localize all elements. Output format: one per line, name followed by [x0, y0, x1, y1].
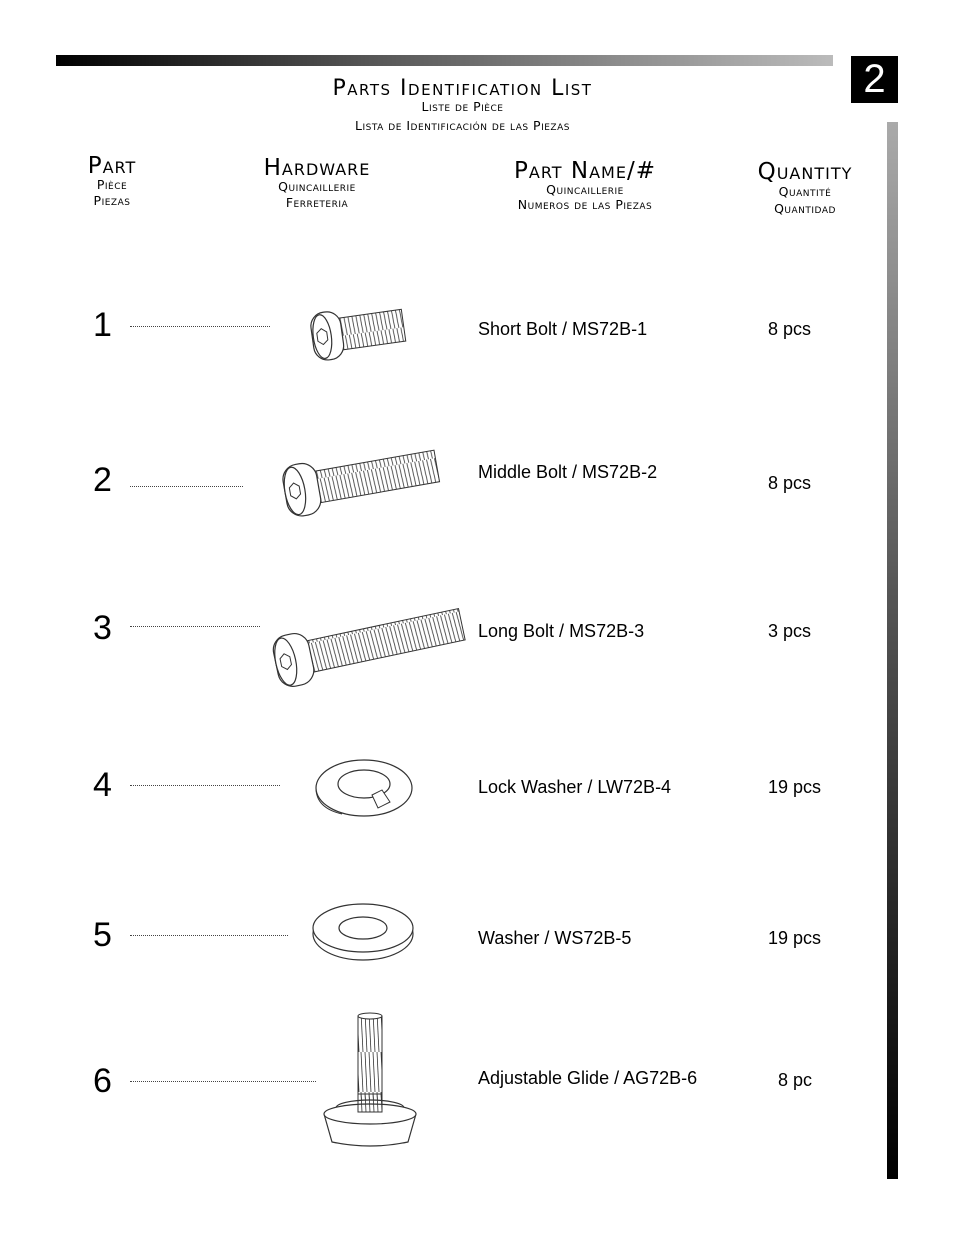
- part-quantity: 8 pcs: [768, 319, 812, 339]
- part-name: Long Bolt / MS72B-3: [478, 621, 645, 641]
- column-header-part-label: Part: [87, 153, 137, 179]
- page-title-french: Liste de Pièce: [421, 99, 504, 114]
- part-number: 1: [93, 306, 112, 344]
- leader-line: [130, 785, 280, 786]
- lock-washer-icon: [312, 750, 418, 820]
- page-title-block: [200, 78, 725, 133]
- column-header-hardware-sub2: Ferreteria: [285, 195, 349, 210]
- column-header-quantity-label: Quantity: [757, 159, 853, 185]
- part-number: 4: [93, 766, 112, 804]
- washer-icon: [310, 900, 416, 962]
- column-header-quantity-sub1: Quantité: [778, 184, 832, 199]
- middle-bolt-icon: [272, 432, 442, 527]
- column-header-part-sub1: Pièce: [96, 177, 128, 192]
- column-header-hardware-sub1: Quincaillerie: [278, 179, 356, 194]
- part-quantity: 19 pcs: [768, 928, 822, 948]
- part-quantity: 8 pcs: [768, 473, 812, 493]
- column-header-part-name-label: Part Name/#: [514, 158, 656, 184]
- side-gradient-bar: [887, 122, 898, 1179]
- column-header-part: [52, 155, 172, 209]
- part-quantity: 8 pc: [778, 1070, 813, 1090]
- part-number: 2: [93, 461, 112, 499]
- column-header-part-name: [465, 160, 705, 212]
- column-header-quantity-sub2: Quantidad: [774, 201, 836, 216]
- part-name: Adjustable Glide / AG72B-6: [478, 1068, 698, 1088]
- header-gradient-bar: [56, 55, 833, 66]
- column-header-part-sub2: Piezas: [93, 193, 131, 208]
- page-title: Parts Identification List: [332, 76, 593, 101]
- part-name: Middle Bolt / MS72B-2: [478, 462, 658, 482]
- part-number: 5: [93, 916, 112, 954]
- part-name: Lock Washer / LW72B-4: [478, 777, 672, 797]
- leader-line: [130, 1081, 316, 1082]
- column-header-hardware: [217, 157, 417, 211]
- part-number: 3: [93, 609, 112, 647]
- column-header-quantity: [725, 161, 885, 217]
- leader-line: [130, 326, 270, 327]
- leader-line: [130, 486, 243, 487]
- page-number-badge: 2: [851, 56, 898, 103]
- part-number: 6: [93, 1062, 112, 1100]
- column-header-hardware-label: Hardware: [263, 155, 371, 181]
- leader-line: [130, 935, 288, 936]
- adjustable-glide-icon: [320, 1012, 420, 1148]
- long-bolt-icon: [264, 592, 464, 698]
- leader-line: [130, 626, 260, 627]
- part-name: Washer / WS72B-5: [478, 928, 632, 948]
- column-header-part-name-sub1: Quincaillerie: [546, 182, 624, 197]
- part-quantity: 19 pcs: [768, 777, 822, 797]
- part-name: Short Bolt / MS72B-1: [478, 319, 648, 339]
- short-bolt-icon: [300, 294, 410, 370]
- page-title-spanish: Lista de Identificación de las Piezas: [355, 118, 570, 133]
- column-header-part-name-sub2: Numeros de las Piezas: [517, 197, 653, 212]
- part-quantity: 3 pcs: [768, 621, 812, 641]
